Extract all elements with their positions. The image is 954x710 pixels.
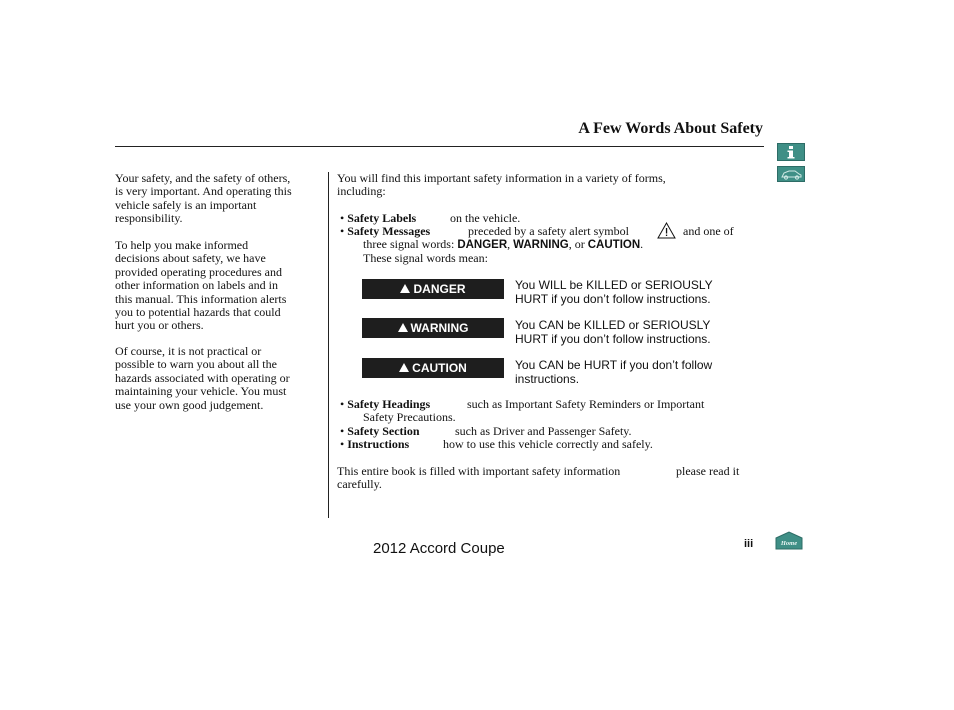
signal-label: DANGER bbox=[413, 282, 466, 296]
intro-paragraph bbox=[115, 172, 321, 226]
car-icon bbox=[778, 167, 804, 181]
bullet-text: such as Important Safety Reminders or Important bbox=[467, 397, 705, 411]
text-line: instructions. bbox=[515, 372, 580, 386]
text-line: To help you make informed bbox=[115, 238, 249, 252]
closing-text: This entire book is filled with important safety information bbox=[337, 464, 621, 478]
bullet-text: and one of bbox=[683, 224, 734, 238]
caution-description bbox=[515, 358, 740, 386]
text-line: provided operating procedures and bbox=[115, 264, 282, 279]
text-line: you to potential hazards that could bbox=[115, 305, 281, 320]
bullet-safety-messages: • Safety Messages bbox=[340, 224, 431, 238]
signal-word-caution: CAUTION bbox=[587, 239, 641, 251]
bullet-safety-labels: • Safety Labels bbox=[340, 211, 417, 225]
text-line: possible to warn you about all the bbox=[115, 357, 277, 372]
procedures-paragraph bbox=[115, 239, 321, 333]
text-line: this manual. This information alerts bbox=[115, 291, 287, 306]
page-title: A Few Words About Safety bbox=[578, 120, 763, 137]
text-line: other information on labels and in bbox=[115, 278, 278, 293]
danger-description bbox=[515, 278, 740, 306]
closing-text: carefully. bbox=[337, 477, 382, 491]
text-line: You CAN be HURT if you don’t follow bbox=[515, 358, 713, 372]
text-line: responsibility. bbox=[115, 211, 183, 226]
bullet-term: Instructions bbox=[347, 437, 410, 451]
text-line: hurt you or others. bbox=[115, 318, 204, 333]
closing-text: please read it bbox=[676, 464, 740, 478]
text-line: Your safety, and the safety of others, bbox=[115, 171, 291, 185]
bullet-text: on the vehicle. bbox=[450, 211, 521, 225]
text-span: . bbox=[640, 237, 644, 251]
bullet-term: Safety Section bbox=[347, 424, 420, 438]
text-line: You will find this important safety information in a variety of forms, bbox=[337, 171, 666, 185]
header-rule bbox=[115, 146, 764, 147]
bullet-text: preceded by a safety alert symbol bbox=[468, 224, 629, 238]
bullet-safety-headings: • Safety Headings bbox=[340, 397, 431, 411]
caution-label-box bbox=[362, 358, 504, 378]
warning-description bbox=[515, 318, 740, 346]
warning-label-box bbox=[362, 318, 504, 338]
home-label: Home bbox=[780, 540, 798, 547]
text-line: hazards associated with operating or bbox=[115, 370, 290, 385]
text-line: use your own good judgement. bbox=[115, 397, 264, 412]
bullet-term: Safety Labels bbox=[347, 211, 417, 225]
signal-words-intro: These signal words mean: bbox=[363, 251, 488, 265]
text-span: three signal words: bbox=[363, 237, 455, 251]
bullet-text: Safety Precautions. bbox=[363, 410, 456, 424]
warning-triangle-icon bbox=[398, 323, 408, 332]
signal-label: WARNING bbox=[410, 321, 469, 335]
text-line: You WILL be KILLED or SERIOUSLY bbox=[515, 278, 713, 292]
judgement-paragraph bbox=[115, 345, 321, 412]
info-icon bbox=[778, 144, 804, 160]
text-span: , bbox=[507, 237, 511, 251]
page-number: iii bbox=[744, 538, 754, 550]
text-line: HURT if you don’t follow instructions. bbox=[515, 332, 711, 346]
text-line: maintaining your vehicle. You must bbox=[115, 384, 287, 399]
bullet-instructions: • Instructions bbox=[340, 437, 410, 451]
danger-label-box bbox=[362, 279, 504, 299]
signal-label: CAUTION bbox=[412, 361, 467, 375]
forms-intro bbox=[337, 172, 757, 199]
bullet-term: Safety Messages bbox=[347, 224, 431, 238]
signal-word-danger: DANGER bbox=[457, 239, 508, 251]
text-line: including: bbox=[337, 184, 386, 199]
text-line: vehicle safely is an important bbox=[115, 197, 257, 212]
text-span: , or bbox=[568, 237, 585, 251]
safety-alert-icon bbox=[657, 222, 676, 239]
index-button[interactable] bbox=[777, 166, 805, 182]
warning-triangle-icon bbox=[399, 363, 409, 372]
home-button[interactable] bbox=[775, 531, 803, 550]
info-button[interactable] bbox=[777, 143, 805, 161]
warning-triangle-icon bbox=[400, 284, 410, 293]
text-line: You CAN be KILLED or SERIOUSLY bbox=[515, 318, 711, 332]
footer-model: 2012 Accord Coupe bbox=[373, 540, 505, 557]
text-line: HURT if you don’t follow instructions. bbox=[515, 292, 711, 306]
text-line: Of course, it is not practical or bbox=[115, 344, 262, 358]
signal-word-warning: WARNING bbox=[513, 239, 569, 251]
bullet-term: Safety Headings bbox=[347, 397, 431, 411]
column-divider bbox=[328, 172, 329, 518]
bullet-text: how to use this vehicle correctly and safely. bbox=[443, 437, 653, 451]
bullet-text: such as Driver and Passenger Safety. bbox=[455, 424, 632, 438]
text-line: decisions about safety, we have bbox=[115, 251, 266, 266]
bullet-safety-section: • Safety Section bbox=[340, 424, 420, 438]
text-line: is very important. And operating this bbox=[115, 184, 292, 199]
